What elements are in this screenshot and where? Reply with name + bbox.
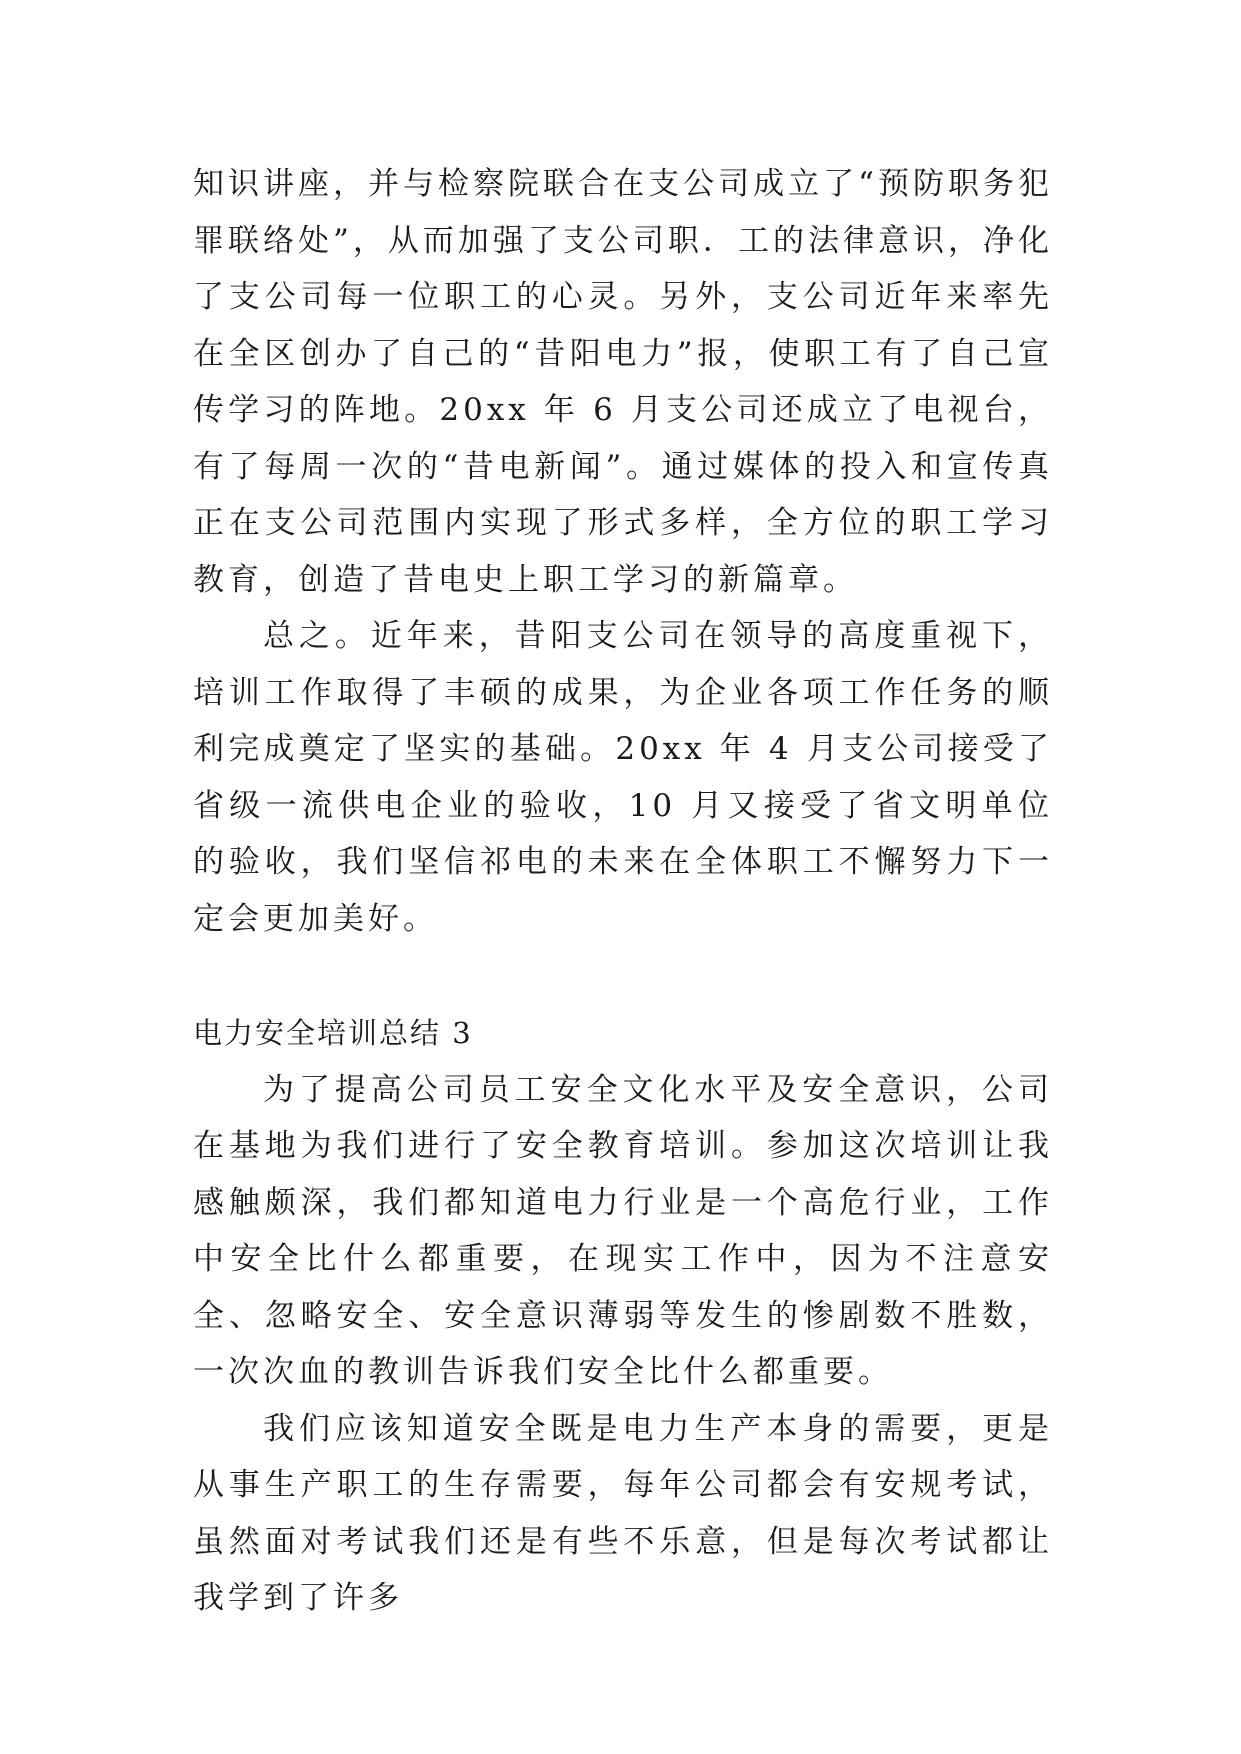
- paragraph-section-1: 为了提高公司员工安全文化水平及安全意识，公司在基地为我们进行了安全教育培训。参加这次培训让我感触颇深，我们都知道电力行业是一个高危行业，工作中安全比什么都重要，在现实工作中，因为不注意安全、忽略安全、安全意识薄弱等发生的惨剧数不胜数，一次次血的教训告诉我们安全比什么都重要。: [193, 1071, 1053, 1390]
- paragraph-section-2: 我们应该知道安全既是电力生产本身的需要，更是从事生产职工的生存需要，每年公司都会有安规考试，虽然面对考试我们还是有些不乐意，但是每次考试都让我学到了许多: [193, 1410, 1053, 1616]
- document-body: [193, 156, 1053, 1627]
- section-title: 电力安全培训总结 3: [193, 1016, 473, 1050]
- paragraph-continued: 知识讲座，并与检察院联合在支公司成立了“预防职务犯罪联络处”，从而加强了支公司职．工的法律意识，净化了支公司每一位职工的心灵。另外，支公司近年来率先在全区创办了自己的“昔阳电力”报，使职工有了自己宣传学习的阵地。20xx 年 6 月支公司还成立了电视台，有了每周一次的“昔电新闻”。通过媒体的投入和宣传真正在支公司范围内实现了形式多样，全方位的职工学习教育，创造了昔电史上职工学习的新篇章。: [193, 166, 1053, 598]
- paragraph-summary: 总之。近年来，昔阳支公司在领导的高度重视下，培训工作取得了丰硕的成果，为企业各项工作任务的顺利完成奠定了坚实的基础。20xx 年 4 月支公司接受了省级一流供电企业的验收，10 月又接受了省文明单位的验收，我们坚信祁电的未来在全体职工不懈努力下一定会更加美好。: [193, 618, 1053, 937]
